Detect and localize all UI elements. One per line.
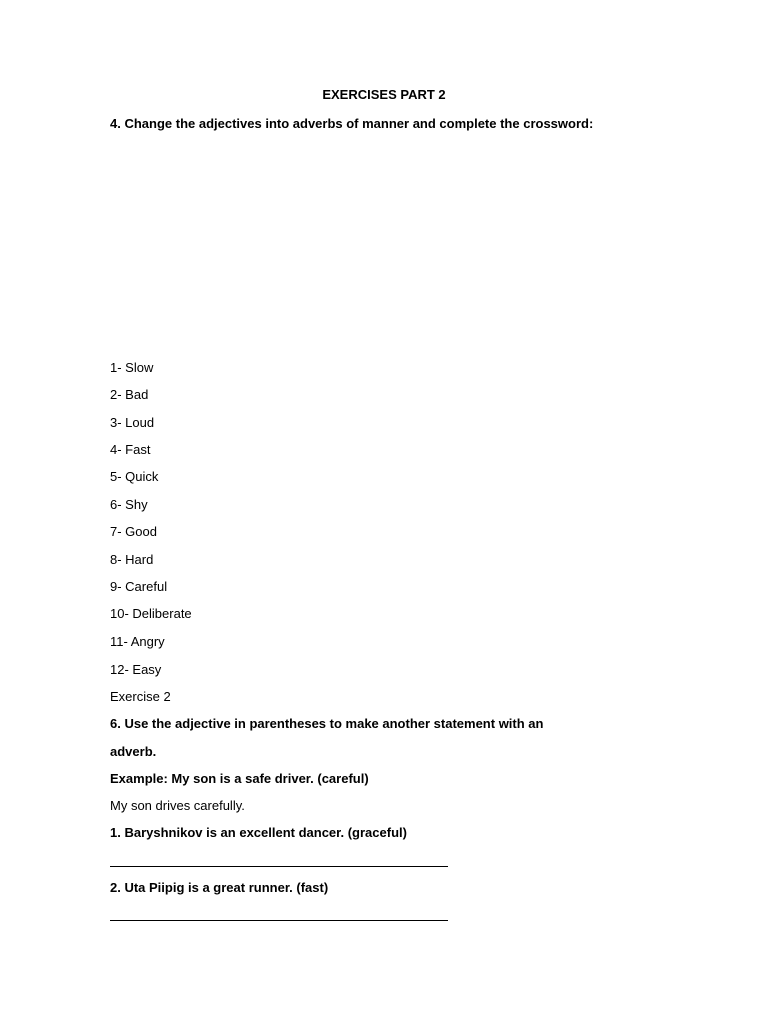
answer-blank-2[interactable] — [110, 920, 448, 921]
crossword-area — [110, 145, 650, 345]
question-1: 1. Baryshnikov is an excellent dancer. (graceful) — [110, 825, 407, 840]
exercise-2-heading: Exercise 2 — [110, 689, 171, 704]
list-item: 8- Hard — [110, 552, 154, 567]
list-item: 7- Good — [110, 524, 157, 539]
list-item: 10- Deliberate — [110, 606, 192, 621]
exercise-4-instruction: 4. Change the adjectives into adverbs of manner and complete the crossword: — [110, 116, 594, 131]
answer-blank-1[interactable] — [110, 866, 448, 867]
list-item: 4- Fast — [110, 442, 151, 457]
question-2: 2. Uta Piipig is a great runner. (fast) — [110, 880, 329, 895]
example-answer: My son drives carefully. — [110, 798, 245, 813]
exercise-6-instruction-line-2: adverb. — [110, 744, 157, 759]
list-item: 12- Easy — [110, 662, 162, 677]
list-item: 9- Careful — [110, 579, 168, 594]
list-item: 3- Loud — [110, 415, 155, 430]
list-item: 5- Quick — [110, 469, 159, 484]
list-item: 1- Slow — [110, 360, 154, 375]
exercise-6-instruction-line-1: 6. Use the adjective in parentheses to make another statement with an — [110, 716, 544, 731]
list-item: 11- Angry — [110, 634, 165, 649]
page-title: EXERCISES PART 2 — [322, 87, 446, 102]
list-item: 6- Shy — [110, 497, 148, 512]
example-sentence: Example: My son is a safe driver. (careful) — [110, 771, 369, 786]
list-item: 2- Bad — [110, 387, 149, 402]
